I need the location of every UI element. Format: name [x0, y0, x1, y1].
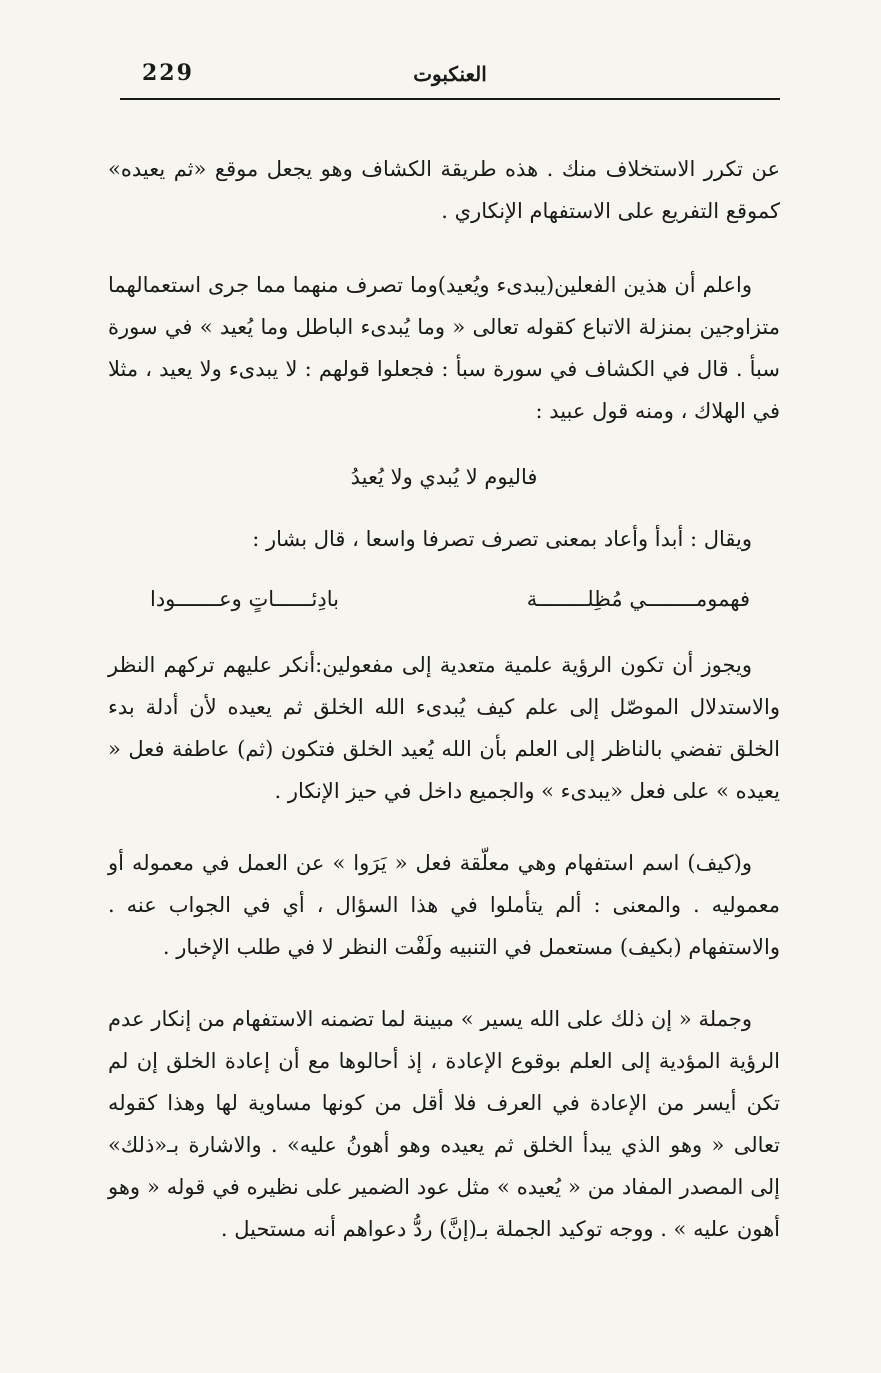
- verse-2: [150, 578, 750, 620]
- paragraph-1-text: عن تكرر الاستخلاف منك . هذه طريقة الكشاف وهو يجعل موقع «ثم يعيده» كموقع التفريع على الاستفهام الإنكاري .: [108, 157, 780, 223]
- paragraph-6: [108, 998, 780, 1250]
- running-title: العنكبوت: [413, 62, 487, 86]
- page-header: [120, 58, 780, 100]
- paragraph-3-text: ويقال : أبدأ وأعاد بمعنى تصرف تصرفا واسعا ، قال بشار :: [252, 527, 752, 551]
- paragraph-2-text: واعلم أن هذين الفعلين(يبدىء ويُعيد)وما تصرف منهما مما جرى استعمالهما متزاوجين بمنزلة الاتباع كقوله تعالى « وما يُبدىء الباطل وما يُعيد » في سورة سبأ . قال في الكشاف في سورة سبأ : فجعلوا قولهم : لا يبدىء ولا يعيد ، مثلا في الهلاك ، ومنه قول عبيد :: [108, 273, 780, 423]
- paragraph-5: [108, 842, 780, 968]
- paragraph-6-text: وجملة « إن ذلك على الله يسير » مبينة لما تضمنه الاستفهام من إنكار عدم الرؤية المؤدية إلى العلم بوقوع الإعادة ، إذ أحالوها مع أن إعادة الخلق إن لم تكن أيسر من الإعادة في العرف فلا أقل من كونها مساوية لها وهذا كقوله تعالى « وهو الذي يبدأ الخلق ثم يعيده وهو أهونُ عليه» . والاشارة بـ«ذلك» إلى المصدر المفاد من « يُعيده » مثل عود الضمير على نظيره في قوله « وهو أهون عليه » . ووجه توكيد الجملة بـ(إنَّ) ردُّ دعواهم أنه مستحيل .: [108, 1007, 780, 1241]
- paragraph-4: [108, 644, 780, 812]
- paragraph-3: [108, 518, 780, 560]
- page-number: 229: [142, 60, 194, 86]
- paragraph-2: [108, 264, 780, 432]
- paragraph-1: [108, 148, 780, 232]
- verse-2-first-hemistich: فهمومــــــــي مُظِلــــــــة: [526, 587, 750, 611]
- verse-2-second-hemistich: بادِئــــــاتٍ وعـــــــودا: [150, 587, 339, 611]
- paragraph-5-text: و(كيف) اسم استفهام وهي معلّقة فعل « يَرَوا » عن العمل في معموله أو معموليه . والمعنى : ألم يتأملوا في هذا السؤال ، أي في الجواب عنه . والاستفهام (بكيف) مستعمل في التنبيه ولَفْت النظر لا في طلب الإخبار .: [108, 851, 780, 959]
- paragraph-4-text: ويجوز أن تكون الرؤية علمية متعدية إلى مفعولين:أنكر عليهم تركهم النظر والاستدلال الموصّل إلى علم كيف يُبدىء الله الخلق ثم يعيده لأن أدلة بدء الخلق تفضي بالناظر إلى العلم بأن الله يُعيد الخلق فتكون (ثم) عاطفة فعل « يعيده » على فعل «يبدىء » والجميع داخل في حيز الإنكار .: [108, 653, 781, 803]
- verse-1: فاليوم لا يُبدي ولا يُعيدُ: [350, 465, 538, 489]
